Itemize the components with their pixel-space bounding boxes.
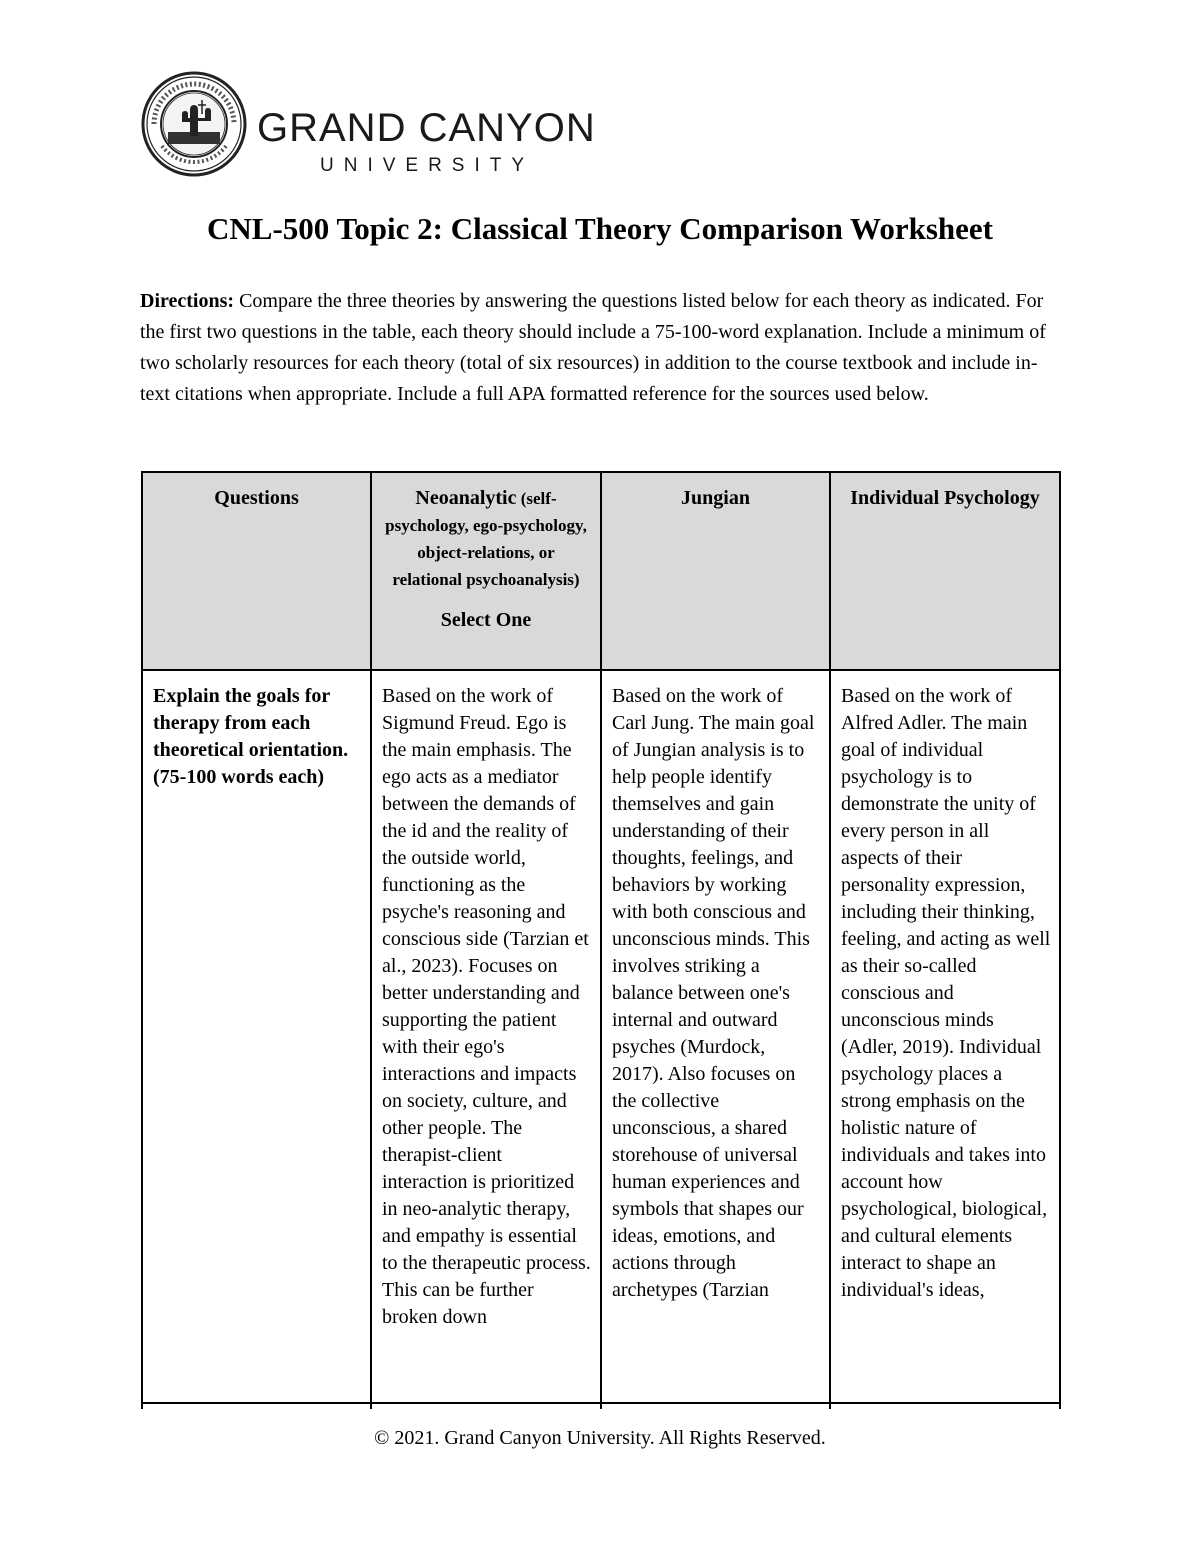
comparison-table: [141, 471, 1061, 1409]
header-individual-psychology: Individual Psychology: [830, 472, 1060, 670]
university-subname: UNIVERSITY: [320, 155, 535, 176]
header-neoanalytic: [371, 472, 601, 670]
page-break-rule: [141, 1402, 1059, 1404]
question-cell: Explain the goals for therapy from each theoretical orientation. (75-100 words each): [142, 670, 371, 1409]
university-name: GRAND CANYON: [257, 106, 596, 150]
header-jungian: Jungian: [601, 472, 830, 670]
university-seal-icon: [140, 70, 248, 178]
copyright-footer: © 2021. Grand Canyon University. All Rights Reserved.: [374, 1427, 826, 1449]
header-neoanalytic-label: Neoanalytic: [415, 487, 517, 509]
page-title: CNL-500 Topic 2: Classical Theory Comparison Worksheet: [207, 211, 993, 246]
table-row: [142, 670, 1060, 1409]
directions-paragraph: [140, 286, 1055, 410]
directions-label: Directions:: [140, 290, 235, 312]
header-select-one: Select One: [440, 609, 532, 631]
header-questions: Questions: [142, 472, 371, 670]
directions-text: Compare the three theories by answering the questions listed below for each theory as indicated. For the first two questions in the table, each theory should include a 75-100-word explanation. Include a minimum of two scholarly resources for each theory (total of six resources) in addition to the course textbook and include in-text citations when appropriate. Include a full APA formatted reference for the sources used below.: [140, 290, 1046, 405]
header-neoanalytic-options: (self-psychology, ego-psychology, object-relations, or relational psychoanalysis): [385, 489, 587, 589]
individual-answer-cell: Based on the work of Alfred Adler. The main goal of individual psychology is to demonstrate the unity of every person in all aspects of their personality expression, including their thinking, feeling, and acting as well as their so-called conscious and unconscious minds (Adler, 2019). Individual psychology places a strong emphasis on the holistic nature of individuals and takes into account how psychological, biological, and cultural elements interact to shape an individual's ideas,: [830, 670, 1060, 1409]
neoanalytic-answer-cell: Based on the work of Sigmund Freud. Ego is the main emphasis. The ego acts as a mediator between the demands of the id and the reality of the outside world, functioning as the psyche's reasoning and conscious side (Tarzian et al., 2023). Focuses on better understanding and supporting the patient with their ego's interactions and impacts on society, culture, and other people. The therapist-client interaction is prioritized in neo-analytic therapy, and empathy is essential to the therapeutic process. This can be further broken down: [371, 670, 601, 1409]
table-header-row: [142, 472, 1060, 670]
jungian-answer-cell: Based on the work of Carl Jung. The main goal of Jungian analysis is to help people identify themselves and gain understanding of their thoughts, feelings, and behaviors by working with both conscious and unconscious minds. This involves striking a balance between one's internal and outward psyches (Murdock, 2017). Also focuses on the collective unconscious, a shared storehouse of universal human experiences and symbols that shapes our ideas, emotions, and actions through archetypes (Tarzian: [601, 670, 830, 1409]
university-logo: [140, 70, 640, 180]
